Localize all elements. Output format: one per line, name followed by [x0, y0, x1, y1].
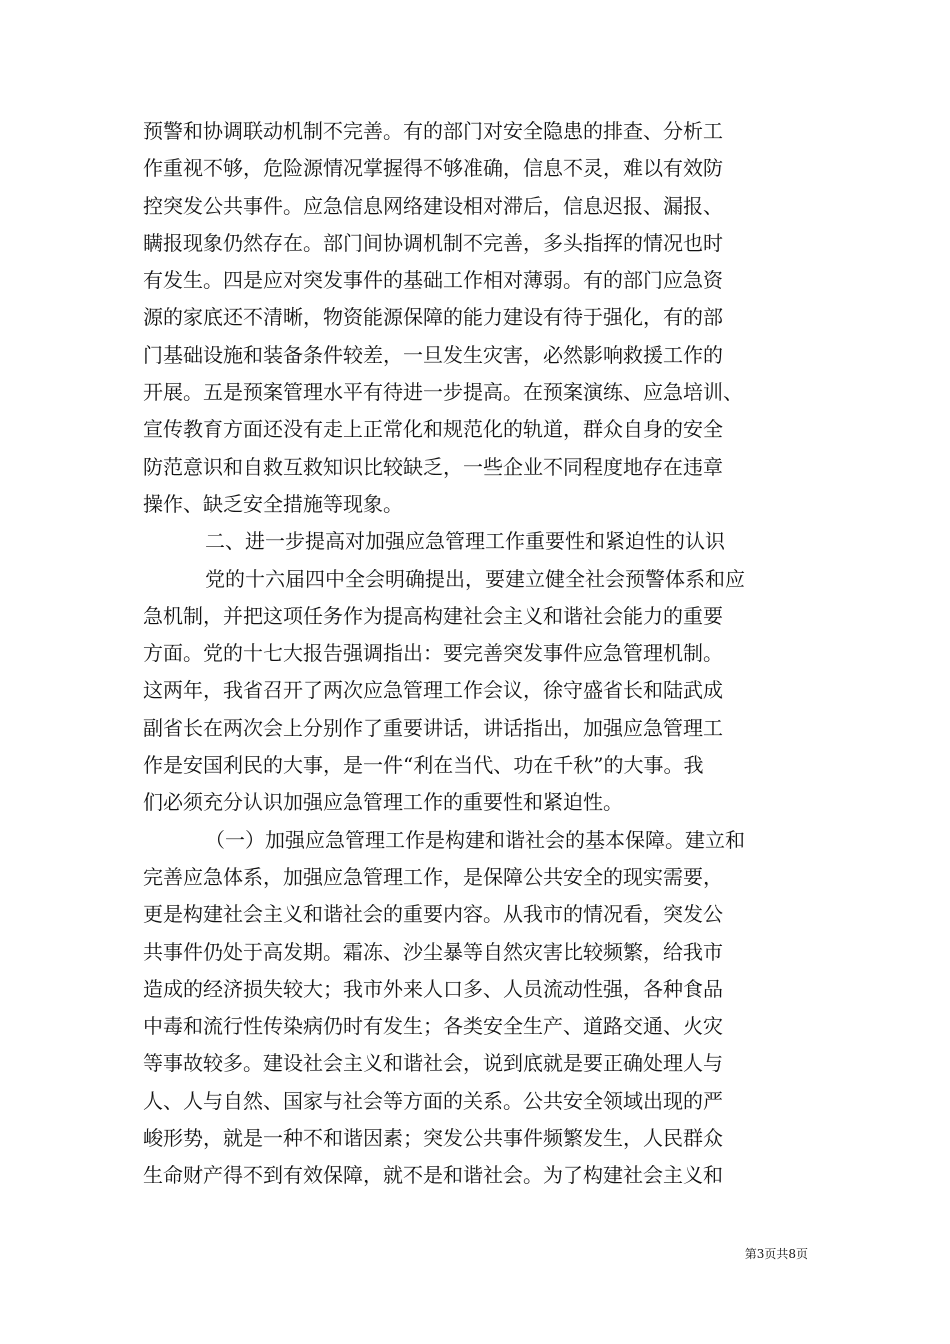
text-line: 们必须充分认识加强应急管理工作的重要性和紧迫性。: [143, 790, 623, 815]
text-line: 这两年，我省召开了两次应急管理工作会议，徐守盛省长和陆武成: [143, 678, 723, 703]
text-line: 造成的经济损失较大；我市外来人口多、人员流动性强，各种食品: [143, 976, 723, 1001]
text-line: 党的十六届四中全会明确提出，要建立健全社会预警体系和应: [205, 566, 745, 591]
text-line: 方面。党的十七大报告强调指出：要完善突发事件应急管理机制。: [143, 641, 723, 666]
text-line: 瞒报现象仍然存在。部门间协调机制不完善，多头指挥的情况也时: [143, 230, 723, 255]
text-line: 源的家底还不清晰，物资能源保障的能力建设有待于强化，有的部: [143, 305, 723, 330]
text-line: 防范意识和自救互救知识比较缺乏，一些企业不同程度地存在违章: [143, 454, 723, 479]
text-line: 有发生。四是应对突发事件的基础工作相对薄弱。有的部门应急资: [143, 268, 723, 293]
text-line: 作是安国利民的大事，是一件“利在当代、功在千秋”的大事。我: [143, 753, 704, 778]
text-line: 急机制，并把这项任务作为提高构建社会主义和谐社会能力的重要: [143, 603, 723, 628]
text-line: 峻形势，就是一种不和谐因素；突发公共事件频繁发生，人民群众: [143, 1126, 723, 1151]
text-line: 生命财产得不到有效保障，就不是和谐社会。为了构建社会主义和: [143, 1163, 723, 1188]
text-line: 中毒和流行性传染病仍时有发生；各类安全生产、道路交通、火灾: [143, 1014, 723, 1039]
text-line: 操作、缺乏安全措施等现象。: [143, 491, 403, 516]
text-line: 预警和协调联动机制不完善。有的部门对安全隐患的排查、分析工: [143, 119, 723, 143]
text-line: 门基础设施和装备条件较差，一旦发生灾害，必然影响救援工作的: [143, 342, 723, 367]
body-text: [143, 113, 808, 1195]
text-line: 更是构建社会主义和谐社会的重要内容。从我市的情况看，突发公: [143, 902, 723, 927]
text-line: 完善应急体系，加强应急管理工作，是保障公共安全的现实需要，: [143, 864, 723, 889]
text-line: 控突发公共事件。应急信息网络建设相对滞后，信息迟报、漏报、: [143, 193, 723, 218]
text-line: 开展。五是预案管理水平有待进一步提高。在预案演练、应急培训、: [143, 380, 743, 405]
text-line: 等事故较多。建设社会主义和谐社会，说到底就是要正确处理人与: [143, 1051, 723, 1076]
text-line: 人、人与自然、国家与社会等方面的关系。公共安全领域出现的严: [143, 1088, 723, 1113]
section-heading: 二、进一步提高对加强应急管理工作重要性和紧迫性的认识: [205, 529, 725, 554]
text-line: 副省长在两次会上分别作了重要讲话，讲话指出，加强应急管理工: [143, 715, 723, 740]
text-line: （一）加强应急管理工作是构建和谐社会的基本保障。建立和: [205, 827, 745, 852]
text-line: 共事件仍处于高发期。霜冻、沙尘暴等自然灾害比较频繁，给我市: [143, 939, 723, 964]
text-line: 宣传教育方面还没有走上正常化和规范化的轨道，群众自身的安全: [143, 417, 723, 442]
text-line: 作重视不够，危险源情况掌握得不够准确，信息不灵，难以有效防: [143, 156, 723, 181]
page-number: 第3页共8页: [744, 1247, 808, 1261]
